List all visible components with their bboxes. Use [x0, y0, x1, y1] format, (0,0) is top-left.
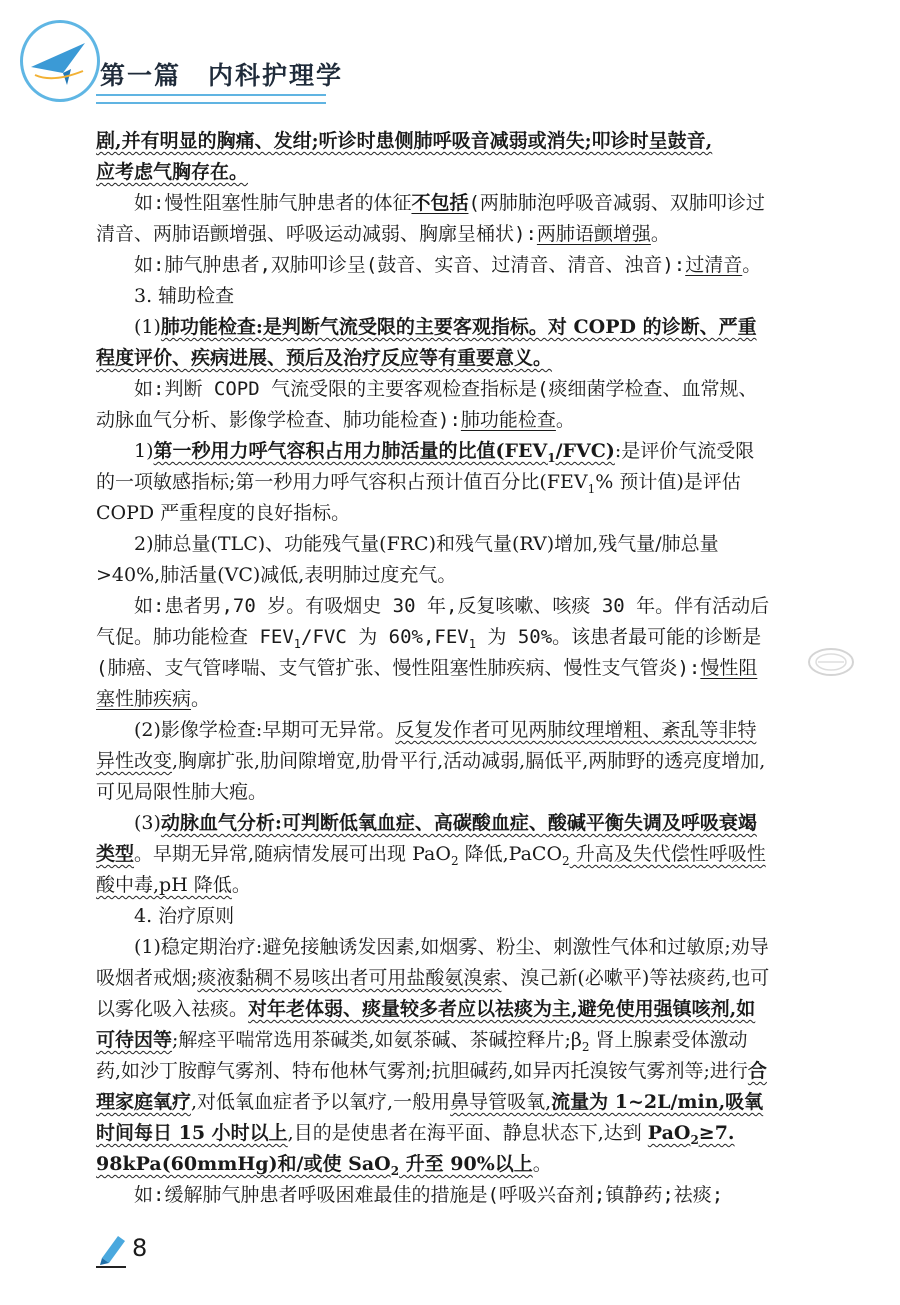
section-heading: 4. 治疗原则	[134, 905, 235, 927]
paper-plane-icon	[23, 23, 97, 99]
paragraph: 剧,并有明显的胸痛、发绀;听诊时患侧肺呼吸音减弱或消失;叩诊时呈鼓音, 应考虑气胸存在。	[96, 130, 713, 183]
page-footer	[96, 1232, 216, 1272]
example-question: 如:缓解肺气肿患者呼吸困难最佳的措施是(呼吸兴奋剂;镇静药;祛痰;	[134, 1184, 724, 1206]
section-title: 第一篇 内科护理学	[100, 61, 344, 90]
watermark-seal-icon	[806, 645, 856, 679]
paragraph: 1)第一秒用力呼气容积占用力肺活量的比值$(FEV_1/FVC)$:是评价气流受限的一项敏感指标;第一秒用力呼气容积占预计值百分比($FEV_1\%$ 预计值)是评估 COPD 严重程度的良好指标。	[96, 440, 755, 524]
section-heading: 3. 辅助检查	[134, 285, 235, 307]
example-question: 如:患者男,70 岁。有吸烟史 30 年,反复咳嗽、咳痰 30 年。伴有活动后气促。肺功能检查 $FEV_1$/FVC 为 $60\%,FEV_1$ 为 50%。该患者最可能的诊断是(肺癌、支气管哮喘、支气管扩张、慢性阻塞性肺疾病、慢性支气管炎):慢性阻塞性肺疾病。	[96, 595, 770, 710]
paragraph: (2)影像学检查:早期可无异常。反复发作者可见两肺纹理增粗、紊乱等非特异性改变,胸廓扩张,肋间隙增宽,肋骨平行,活动减弱,膈低平,两肺野的透亮度增加,可见局限性肺大疱。	[96, 719, 766, 803]
paragraph: (3)动脉血气分析:可判断低氧血症、高碳酸血症、酸碱平衡失调及呼吸衰竭类型。早期无异常,随病情发展可出现 PaO$_2$ 降低,PaCO$_2$ 升高及失代偿性呼吸性酸中毒,pH 降低。	[96, 812, 766, 896]
paragraph: (1)稳定期治疗:避免接触诱发因素,如烟雾、粉尘、刺激性气体和过敏原;劝导吸烟者戒烟;痰液黏稠不易咳出者可用盐酸氨溴索、溴己新(必嗽平)等祛痰药,也可以雾化吸入祛痰。对年老体弱、痰量较多者应以祛痰为主,避免使用强镇咳剂,如可待因等;解痉平喘常选用茶碱类,如氨茶碱、茶碱控释片$;\beta_2$ 肾上腺素受体激动药,如沙丁胺醇气雾剂、特布他林气雾剂;抗胆碱药,如异丙托溴铵气雾剂等;进行合理家庭氧疗,对低氧血症者予以氧疗,一般用鼻导管吸氧,流量为 1~2L/min,吸氧时间每日 15 小时以上,目的是使患者在海平面、静息状态下,达到 PaO$_2$≥7. 98kPa(60mmHg)和/或使 SaO$_2$ 升至 90%以上。	[96, 936, 770, 1178]
example-question: 如:慢性阻塞性肺气肿患者的体征不包括(两肺肺泡呼吸音减弱、双肺叩诊过清音、两肺语颤增强、呼吸运动减弱、胸廓呈桶状):两肺语颤增强。	[96, 192, 765, 245]
pencil-icon	[96, 1232, 130, 1268]
header-rule	[96, 94, 326, 104]
example-question: 如:判断 COPD 气流受限的主要客观检查指标是(痰细菌学检查、血常规、动脉血气分析、影像学检查、肺功能检查):肺功能检查。	[96, 378, 758, 431]
page-header	[0, 0, 900, 110]
publisher-logo	[20, 20, 100, 102]
page-body	[96, 126, 772, 1211]
page-number: 8	[132, 1234, 148, 1262]
paragraph: (1)肺功能检查:是判断气流受限的主要客观指标。对 COPD 的诊断、严重程度评价、疾病进展、预后及治疗反应等有重要意义。	[96, 316, 757, 369]
paragraph: 2)肺总量(TLC)、功能残气量(FRC)和残气量(RV)增加,残气量/肺总量>40%,肺活量(VC)减低,表明肺过度充气。	[96, 533, 719, 586]
example-question: 如:肺气肿患者,双肺叩诊呈(鼓音、实音、过清音、清音、浊音):过清音。	[134, 254, 762, 276]
